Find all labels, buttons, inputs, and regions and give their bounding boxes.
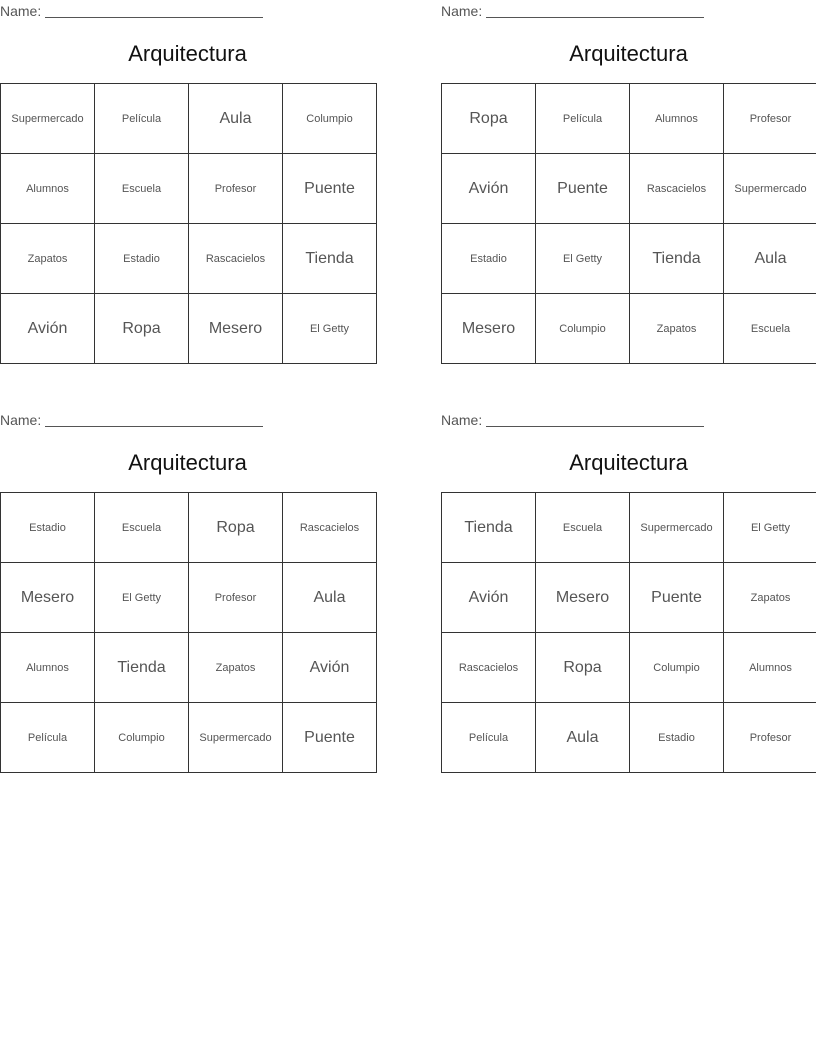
grid-cell: Zapatos [1, 224, 95, 294]
grid-cell: Zapatos [630, 294, 724, 364]
grid-cell: El Getty [536, 224, 630, 294]
grid-cell: Profesor [724, 703, 816, 773]
grid-row [442, 294, 816, 364]
grid-cell: Avión [283, 633, 377, 703]
grid-cell: Puente [536, 154, 630, 224]
grid-cell: Tienda [442, 493, 536, 563]
grid-row [1, 703, 377, 773]
grid-cell: Ropa [442, 84, 536, 154]
name-blank-line [486, 411, 704, 427]
grid-cell: Avión [1, 294, 95, 364]
grid-cell: Supermercado [630, 493, 724, 563]
bingo-grid [0, 83, 377, 364]
grid-cell: Mesero [442, 294, 536, 364]
grid-cell: Puente [283, 154, 377, 224]
grid-cell: Tienda [283, 224, 377, 294]
grid-cell: Ropa [95, 294, 189, 364]
grid-cell: Rascacielos [630, 154, 724, 224]
grid-cell: Aula [724, 224, 816, 294]
bingo-grid [0, 492, 377, 773]
grid-cell: El Getty [283, 294, 377, 364]
bingo-grid [441, 83, 816, 364]
grid-row [1, 154, 377, 224]
card-title: Arquitectura [569, 41, 688, 66]
grid-row [442, 703, 816, 773]
grid-cell: Tienda [95, 633, 189, 703]
grid-row [1, 224, 377, 294]
grid-cell: Profesor [189, 154, 283, 224]
name-label: Name: [441, 3, 483, 19]
grid-row [442, 633, 816, 703]
grid-cell: Zapatos [189, 633, 283, 703]
grid-cell: Alumnos [1, 633, 95, 703]
name-line [0, 411, 263, 429]
grid-cell: Profesor [724, 84, 816, 154]
grid-row [1, 633, 377, 703]
grid-cell: El Getty [724, 493, 816, 563]
grid-row [1, 563, 377, 633]
grid-cell: Avión [442, 563, 536, 633]
grid-cell: Estadio [630, 703, 724, 773]
grid-cell: Aula [536, 703, 630, 773]
name-blank-line [45, 411, 263, 427]
card-title: Arquitectura [128, 450, 247, 475]
grid-cell: Rascacielos [189, 224, 283, 294]
name-label: Name: [0, 412, 42, 428]
grid-cell: Estadio [1, 493, 95, 563]
grid-cell: Rascacielos [442, 633, 536, 703]
grid-cell: Zapatos [724, 563, 816, 633]
grid-cell: Supermercado [724, 154, 816, 224]
name-blank-line [486, 2, 704, 18]
card-title: Arquitectura [569, 450, 688, 475]
grid-cell: Mesero [1, 563, 95, 633]
name-line [441, 411, 704, 429]
grid-cell: Escuela [536, 493, 630, 563]
grid-row [442, 493, 816, 563]
grid-cell: Alumnos [630, 84, 724, 154]
grid-cell: Mesero [536, 563, 630, 633]
grid-cell: Película [442, 703, 536, 773]
bingo-grid [441, 492, 816, 773]
grid-cell: Estadio [442, 224, 536, 294]
grid-cell: Columpio [283, 84, 377, 154]
grid-cell: Mesero [189, 294, 283, 364]
name-blank-line [45, 2, 263, 18]
grid-cell: Escuela [95, 154, 189, 224]
grid-cell: Película [1, 703, 95, 773]
name-label: Name: [441, 412, 483, 428]
grid-cell: Puente [630, 563, 724, 633]
grid-cell: Tienda [630, 224, 724, 294]
grid-row [1, 294, 377, 364]
grid-cell: Ropa [536, 633, 630, 703]
grid-cell: Película [95, 84, 189, 154]
grid-row [442, 84, 816, 154]
grid-cell: Puente [283, 703, 377, 773]
grid-cell: Alumnos [724, 633, 816, 703]
grid-row [442, 154, 816, 224]
grid-row [442, 563, 816, 633]
grid-cell: Estadio [95, 224, 189, 294]
grid-cell: Profesor [189, 563, 283, 633]
grid-cell: Columpio [630, 633, 724, 703]
grid-cell: Escuela [724, 294, 816, 364]
grid-cell: El Getty [95, 563, 189, 633]
grid-cell: Ropa [189, 493, 283, 563]
card-title: Arquitectura [128, 41, 247, 66]
grid-cell: Rascacielos [283, 493, 377, 563]
name-line [0, 2, 263, 20]
grid-cell: Escuela [95, 493, 189, 563]
name-line [441, 2, 704, 20]
grid-cell: Película [536, 84, 630, 154]
grid-cell: Aula [189, 84, 283, 154]
grid-row [442, 224, 816, 294]
grid-row [1, 493, 377, 563]
grid-cell: Columpio [536, 294, 630, 364]
grid-cell: Avión [442, 154, 536, 224]
name-label: Name: [0, 3, 42, 19]
grid-cell: Aula [283, 563, 377, 633]
grid-cell: Alumnos [1, 154, 95, 224]
grid-row [1, 84, 377, 154]
grid-cell: Columpio [95, 703, 189, 773]
grid-cell: Supermercado [1, 84, 95, 154]
grid-cell: Supermercado [189, 703, 283, 773]
